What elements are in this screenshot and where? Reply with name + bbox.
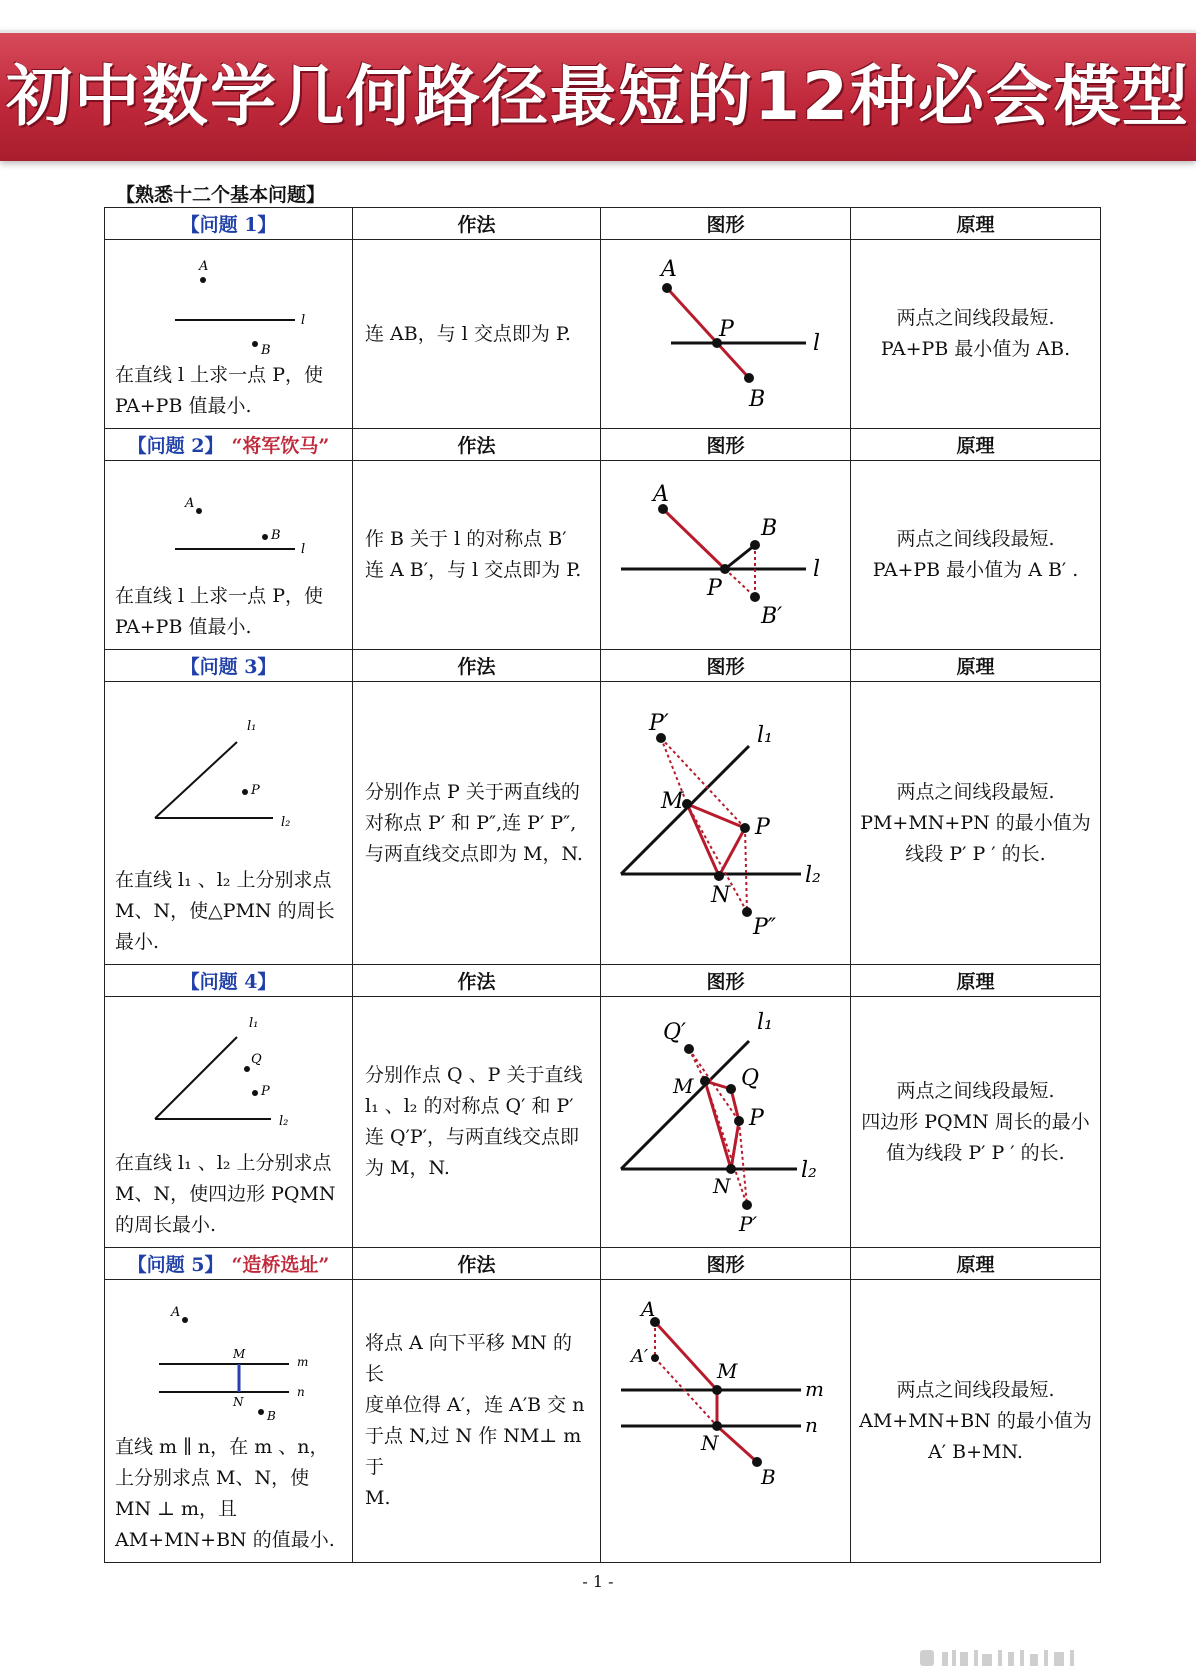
svg-text:P: P (251, 783, 260, 798)
svg-text:n: n (805, 1413, 818, 1437)
problems-table (104, 207, 1101, 1563)
problem-2-row (105, 461, 1101, 650)
problem-2-title: 【问题 2】 “将军饮马” (105, 429, 353, 461)
svg-text:P: P (749, 1106, 764, 1131)
svg-text:A: A (199, 259, 209, 274)
problem-4-sketch (105, 997, 353, 1127)
title-banner (0, 30, 1196, 161)
svg-text:l: l (301, 542, 306, 557)
problem-4-row (105, 997, 1101, 1248)
svg-text:m: m (297, 1355, 309, 1369)
svg-text:A: A (185, 496, 195, 511)
problem-3-question-cell (105, 682, 353, 965)
problem-4-question-cell (105, 997, 353, 1248)
svg-text:A′: A′ (631, 1346, 649, 1367)
figure-header: 图形 (601, 965, 851, 997)
problem-4-question: 在直线 l₁ 、l₂ 上分别求点 M、N，使四边形 PQMN 的周长最小. (115, 1152, 336, 1236)
problem-4-principle: 两点之间线段最短. 四边形 PQMN 周长的最小 值为线段 P′ P ′ 的长. (851, 997, 1101, 1248)
problem-4-title: 【问题 4】 (105, 965, 353, 997)
problem-1-principle: 两点之间线段最短. PA+PB 最小值为 AB. (851, 240, 1101, 429)
svg-text:B: B (261, 343, 271, 358)
problem-2-principle: 两点之间线段最短. PA+PB 最小值为 A B′ . (851, 461, 1101, 650)
svg-text:P: P (707, 576, 722, 601)
svg-text:B: B (267, 1409, 276, 1423)
problem-1-header-row (105, 208, 1101, 240)
problem-1-title: 【问题 1】 (105, 208, 353, 240)
svg-text:l₂: l₂ (805, 863, 821, 888)
svg-text:P′: P′ (739, 1212, 757, 1236)
problem-1-row (105, 240, 1101, 429)
svg-text:P: P (261, 1084, 270, 1099)
problem-5-figure (601, 1280, 851, 1563)
svg-text:B′: B′ (761, 604, 783, 629)
svg-text:l: l (301, 313, 306, 328)
method-header: 作法 (353, 208, 601, 240)
figure-header: 图形 (601, 1248, 851, 1280)
svg-text:N: N (701, 1431, 719, 1455)
problem-5-principle: 两点之间线段最短. AM+MN+BN 的最小值为 A′ B+MN. (851, 1280, 1101, 1563)
svg-text:M: M (717, 1359, 738, 1383)
principle-header: 原理 (851, 208, 1101, 240)
problem-3-row (105, 682, 1101, 965)
svg-text:M: M (233, 1347, 246, 1361)
page-number: - 1 - (582, 1572, 614, 1591)
problem-5-question-cell (105, 1280, 353, 1563)
svg-text:B: B (749, 387, 766, 412)
svg-text:l₂: l₂ (281, 815, 291, 830)
svg-text:l₁: l₁ (757, 723, 773, 748)
problem-3-title: 【问题 3】 (105, 650, 353, 682)
figure-header: 图形 (601, 429, 851, 461)
svg-text:N: N (233, 1395, 244, 1409)
svg-text:N: N (713, 1174, 731, 1198)
problem-2-question: 在直线 l 上求一点 P，使 PA+PB 值最小. (115, 585, 323, 638)
problem-5-title: 【问题 5】 “造桥选址” (105, 1248, 353, 1280)
problem-4-figure (601, 997, 851, 1248)
watermark-icon (920, 1648, 1160, 1668)
svg-text:l₁: l₁ (249, 1016, 259, 1031)
svg-text:A: A (653, 482, 669, 507)
problem-2-header-row (105, 429, 1101, 461)
problem-5-row (105, 1280, 1101, 1563)
problem-1-sketch (105, 240, 353, 360)
svg-text:l₂: l₂ (801, 1158, 817, 1183)
problem-1-question: 在直线 l 上求一点 P，使 PA+PB 值最小. (115, 364, 323, 417)
svg-text:P′: P′ (649, 711, 669, 736)
problem-5-header-row (105, 1248, 1101, 1280)
principle-header: 原理 (851, 650, 1101, 682)
problem-5-question: 直线 m ∥ n，在 m 、n，上分别求点 M、N，使 MN ⊥ m，且 AM+MN+BN 的值最小. (115, 1436, 335, 1551)
svg-text:A: A (171, 1305, 181, 1320)
problem-2-method: 作 B 关于 l 的对称点 B′ 连 A B′，与 l 交点即为 P. (353, 461, 601, 650)
problem-1-figure (601, 240, 851, 429)
problem-2-figure (601, 461, 851, 650)
problem-3-principle: 两点之间线段最短. PM+MN+PN 的最小值为 线段 P′ P ′ 的长. (851, 682, 1101, 965)
method-header: 作法 (353, 429, 601, 461)
svg-text:l₂: l₂ (279, 1114, 289, 1127)
principle-header: 原理 (851, 1248, 1101, 1280)
svg-text:P: P (755, 815, 770, 840)
svg-text:N: N (711, 883, 731, 908)
svg-text:M: M (673, 1074, 694, 1098)
principle-header: 原理 (851, 429, 1101, 461)
method-header: 作法 (353, 965, 601, 997)
problem-1-question-cell (105, 240, 353, 429)
page-title: 初中数学几何路径最短的12种必会模型 (6, 58, 1190, 135)
method-header: 作法 (353, 650, 601, 682)
svg-text:M: M (661, 789, 684, 814)
figure-header: 图形 (601, 208, 851, 240)
svg-text:Q: Q (251, 1052, 262, 1067)
svg-text:B: B (761, 1465, 776, 1489)
section-subtitle: 【熟悉十二个基本问题】 (116, 184, 326, 206)
problem-4-header-row (105, 965, 1101, 997)
problem-3-header-row (105, 650, 1101, 682)
figure-header: 图形 (601, 650, 851, 682)
svg-text:B: B (271, 528, 281, 543)
svg-text:Q: Q (741, 1066, 760, 1091)
problem-3-sketch (105, 682, 353, 832)
problem-3-question: 在直线 l₁ 、l₂ 上分别求点 M、N，使△PMN 的周长最小. (115, 869, 335, 953)
svg-text:l₁: l₁ (757, 1010, 773, 1035)
problem-3-figure (601, 682, 851, 965)
svg-text:l: l (813, 557, 821, 582)
svg-text:P: P (719, 317, 734, 342)
svg-text:n: n (297, 1385, 305, 1399)
svg-text:l₁: l₁ (247, 719, 257, 734)
svg-text:A: A (641, 1297, 656, 1321)
problem-4-method: 分别作点 Q 、P 关于直线 l₁ 、l₂ 的对称点 Q′ 和 P′ 连 Q′P′，与两直线交点即 为 M，N. (353, 997, 601, 1248)
method-header: 作法 (353, 1248, 601, 1280)
svg-text:Q′: Q′ (663, 1020, 687, 1045)
problem-2-question-cell (105, 461, 353, 650)
svg-text:m: m (805, 1377, 824, 1401)
svg-text:P″: P″ (753, 915, 777, 940)
svg-text:l: l (813, 331, 821, 356)
problem-5-method: 将点 A 向下平移 MN 的长 度单位得 A′，连 A′B 交 n 于点 N,过 N 作 NM⊥ m 于 M. (353, 1280, 601, 1563)
svg-text:B: B (761, 516, 778, 541)
principle-header: 原理 (851, 965, 1101, 997)
problem-5-sketch (105, 1280, 353, 1430)
problem-1-method: 连 AB，与 l 交点即为 P. (353, 240, 601, 429)
problem-2-sketch (105, 461, 353, 571)
problem-3-method: 分别作点 P 关于两直线的 对称点 P′ 和 P″,连 P′ P″, 与两直线交点即为 M，N. (353, 682, 601, 965)
svg-text:A: A (661, 257, 677, 282)
